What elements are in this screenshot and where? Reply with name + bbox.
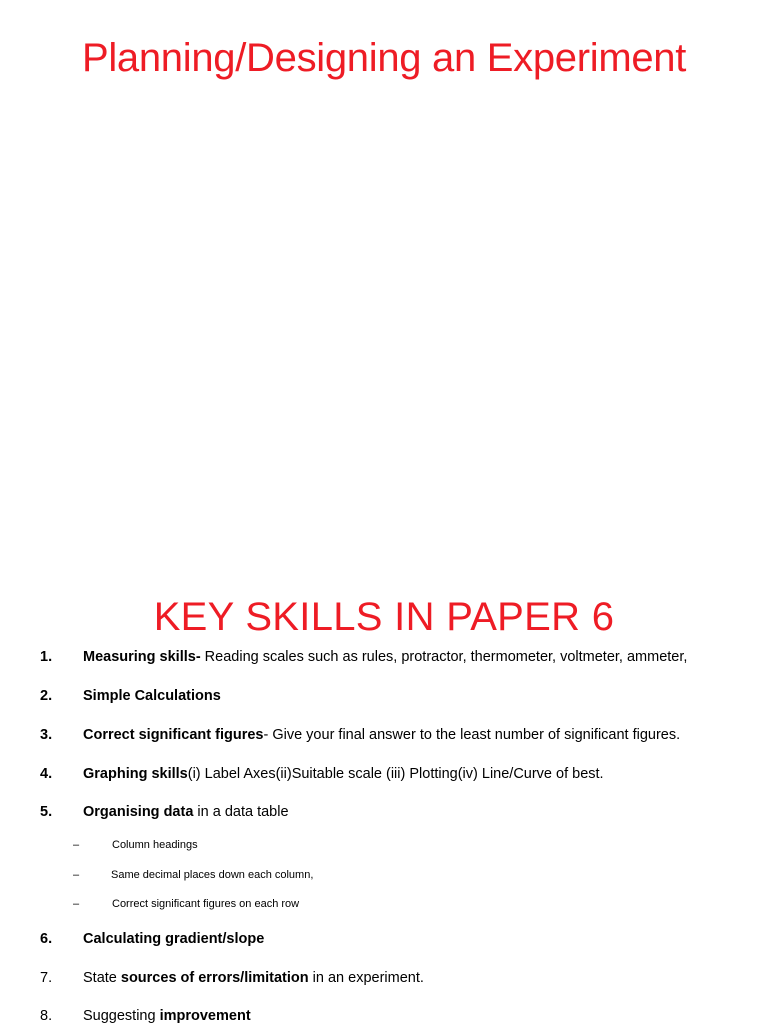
item-bold-text: Organising data [83, 804, 194, 820]
item-number: 8. [40, 1008, 53, 1024]
item-text: Suggesting [83, 1008, 160, 1024]
item-number: 1. [40, 649, 53, 665]
item-text: in a data table [193, 804, 289, 820]
item-bold-text: sources of errors/limitation [120, 970, 309, 986]
list-item [0, 801, 768, 823]
item-number: 6. [40, 931, 53, 947]
item-number: 3. [40, 727, 53, 743]
sub-list-item [0, 836, 768, 854]
dash-bullet: – [73, 839, 80, 851]
sub-item-text: Column headings [112, 839, 198, 851]
item-bold-text: Graphing skills [83, 766, 188, 782]
item-text: Reading scales such as rules, protractor, thermometer, voltmeter, ammeter, [200, 649, 688, 665]
item-text: in an experiment. [308, 970, 424, 986]
item-number: 7. [40, 970, 53, 986]
item-number: 4. [40, 766, 53, 782]
section-title: KEY SKILLS IN PAPER 6 [153, 595, 615, 639]
item-text: - Give your final answer to the least number of significant figures. [263, 727, 681, 743]
item-bold-text: Correct significant figures [83, 727, 264, 743]
sub-list-item [0, 866, 768, 884]
list-item [0, 724, 768, 746]
dash-bullet: – [73, 869, 80, 881]
item-number: 2. [40, 688, 53, 704]
item-bold-text: improvement [159, 1008, 251, 1024]
item-text: (i) Label Axes(ii)Suitable scale (iii) Plotting(iv) Line/Curve of best. [187, 766, 604, 782]
item-bold-text: Calculating gradient/slope [83, 931, 265, 947]
item-number: 5. [40, 804, 53, 820]
dash-bullet: – [73, 898, 80, 910]
list-item [0, 685, 768, 707]
sub-list-item [0, 895, 768, 913]
item-text: State [83, 970, 121, 986]
item-bold-text: Simple Calculations [83, 688, 221, 704]
list-item [0, 928, 768, 950]
item-bold-text: Measuring skills- [83, 649, 201, 665]
sub-item-text: Correct significant figures on each row [112, 898, 300, 910]
list-item [0, 763, 768, 785]
list-item [0, 967, 768, 989]
sub-item-text: Same decimal places down each column, [111, 869, 314, 881]
page-title: Planning/Designing an Experiment [81, 36, 687, 80]
list-item [0, 646, 768, 668]
